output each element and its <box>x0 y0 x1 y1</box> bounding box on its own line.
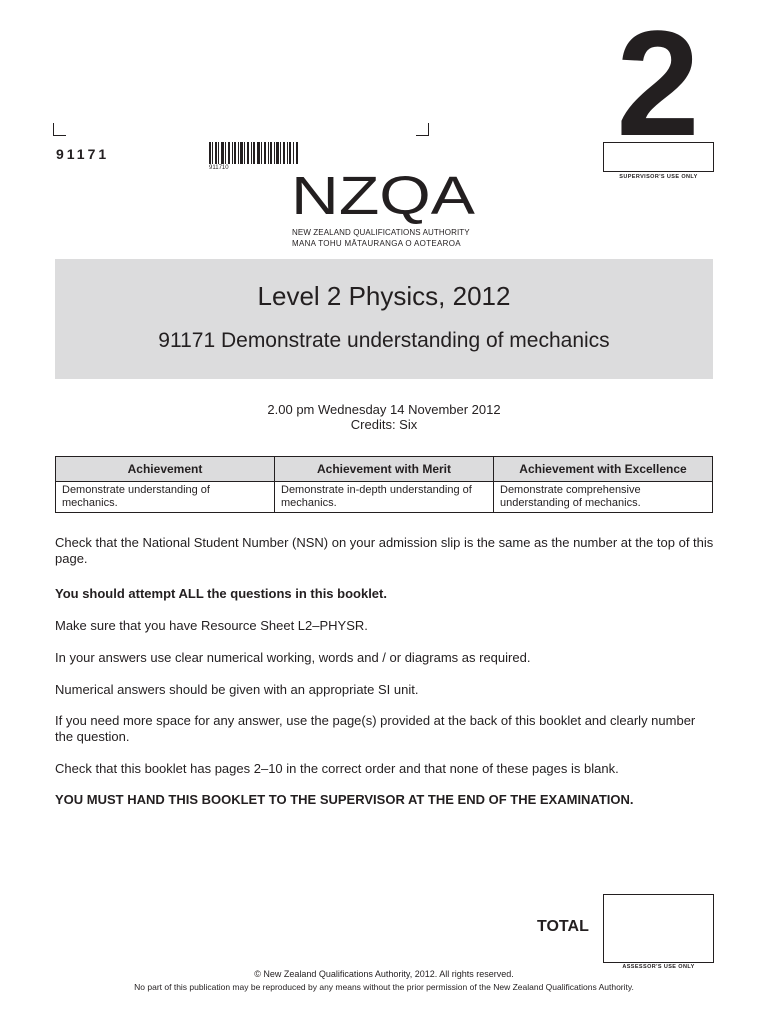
assessor-use-label: ASSESSOR'S USE ONLY <box>622 964 695 970</box>
table-header: Achievement with Merit <box>275 457 494 482</box>
supervisor-use-box <box>603 142 714 172</box>
achievement-table <box>55 456 713 513</box>
exam-date: 2.00 pm Wednesday 14 November 2012 <box>267 402 501 417</box>
copyright-notice: © New Zealand Qualifications Authority, 2012. All rights reserved. <box>254 969 514 979</box>
table-header: Achievement with Excellence <box>494 457 713 482</box>
exam-credits: Credits: Six <box>350 417 418 432</box>
total-label: TOTAL <box>537 918 589 935</box>
standard-code: 91171 <box>56 146 110 162</box>
nzqa-logo <box>291 166 475 224</box>
title-band <box>55 259 713 379</box>
supervisor-use-label: SUPERVISOR'S USE ONLY <box>619 174 698 180</box>
level-number: 2 <box>616 0 700 167</box>
total-score-box <box>603 894 714 963</box>
instruction-extra-space: If you need more space for any answer, use the page(s) provided at the back of this booklet and clearly number the question. <box>55 713 696 744</box>
instruction-resource-sheet: Make sure that you have Resource Sheet L2–PHYSR. <box>55 618 368 633</box>
crop-mark-left <box>53 123 66 136</box>
instruction-working: In your answers use clear numerical working, words and / or diagrams as required. <box>55 650 531 665</box>
instruction-hand-in: YOU MUST HAND THIS BOOKLET TO THE SUPERVISOR AT THE END OF THE EXAMINATION. <box>55 792 634 807</box>
barcode-number: 911710 <box>209 165 229 171</box>
crop-mark-right <box>416 123 429 136</box>
table-cell: Demonstrate in-depth understanding of mechanics. <box>275 482 494 513</box>
barcode-icon <box>209 142 299 164</box>
logo-authority-name: NEW ZEALAND QUALIFICATIONS AUTHORITY <box>292 228 470 237</box>
table-header: Achievement <box>56 457 275 482</box>
table-cell: Demonstrate understanding of mechanics. <box>56 482 275 513</box>
instruction-attempt-all: You should attempt ALL the questions in this booklet. <box>55 586 387 601</box>
instruction-si-unit: Numerical answers should be given with an appropriate SI unit. <box>55 682 419 697</box>
table-row <box>56 482 713 513</box>
logo-wordmark: NZQA <box>291 166 475 224</box>
instruction-page-check: Check that this booklet has pages 2–10 in the correct order and that none of these pages is blank. <box>55 761 619 776</box>
table-cell: Demonstrate comprehensive understanding of mechanics. <box>494 482 713 513</box>
instruction-nsn: Check that the National Student Number (NSN) on your admission slip is the same as the number at the top of this page. <box>55 535 714 566</box>
logo-maori-name: MANA TOHU MĀTAURANGA O AOTEAROA <box>292 239 461 248</box>
reproduction-notice: No part of this publication may be reproduced by any means without the prior permission of the New Zealand Qualifications Authority. <box>134 982 634 992</box>
exam-title: Level 2 Physics, 2012 <box>257 281 511 311</box>
exam-subtitle: 91171 Demonstrate understanding of mechanics <box>158 329 610 352</box>
table-header-row <box>56 457 713 482</box>
